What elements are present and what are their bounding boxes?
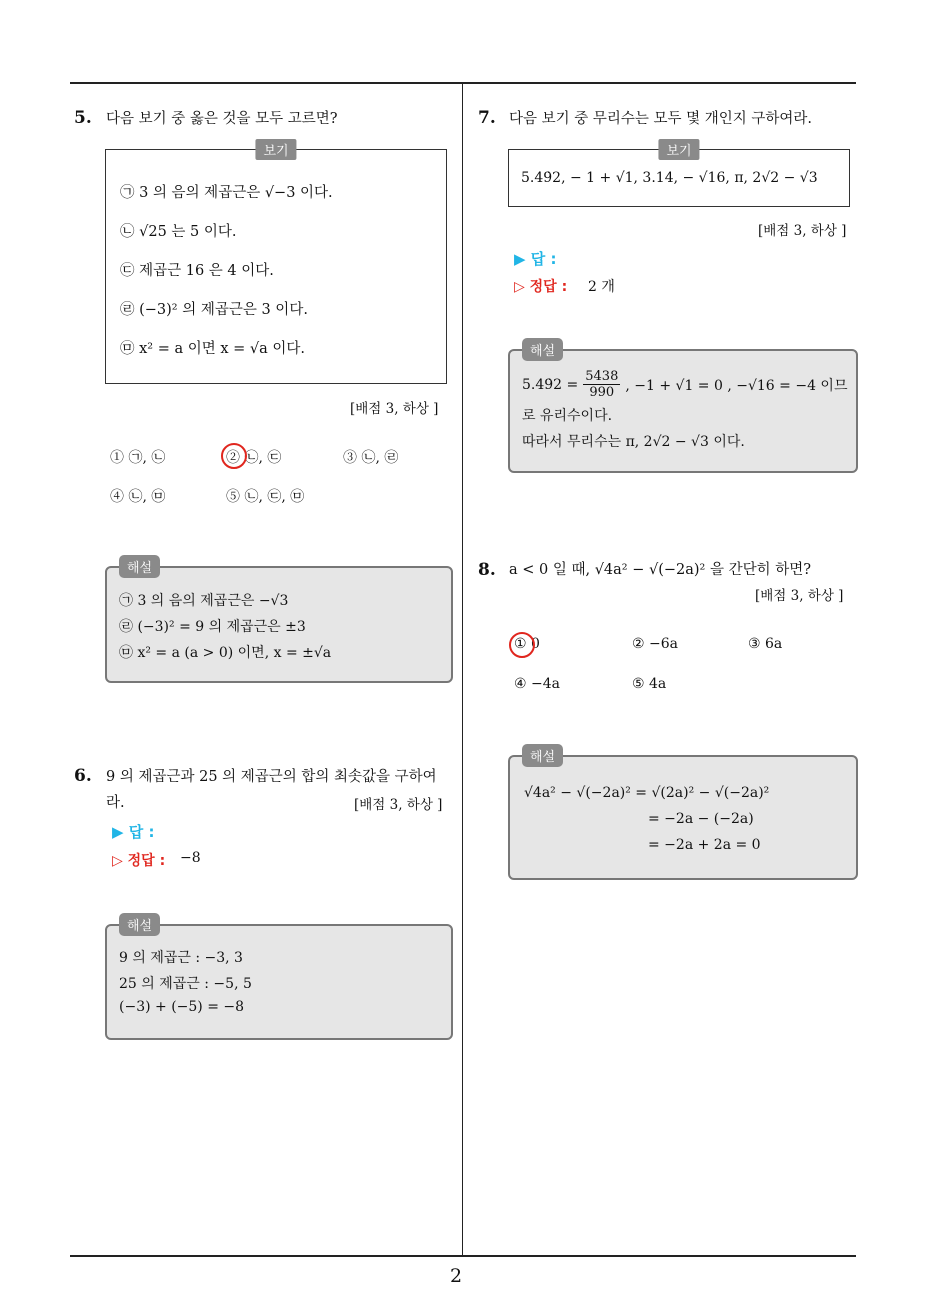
- question-number: 6.: [74, 766, 92, 786]
- choice-3[interactable]: ③ ㉡, ㉣: [343, 450, 399, 466]
- bogi-item: 5.4̇9̇2, − 1 + √1, 3.14, − √16, π, 2√2 − √3: [521, 170, 818, 186]
- question-text-cont: 라.: [106, 795, 125, 811]
- solution-text: , −1 + √1 = 0 , −√16 = −4 이므: [625, 377, 848, 394]
- choice-5[interactable]: ⑤ ㉡, ㉢, ㉤: [226, 489, 305, 505]
- bogi-item: ㉤ x² = a 이면 x = √a 이다.: [120, 341, 306, 357]
- solution-line: (−3) + (−5) = −8: [119, 999, 245, 1015]
- question-number: 8.: [478, 560, 496, 580]
- bogi-box: [508, 144, 850, 207]
- score-label: [배점 3, 하상 ]: [758, 223, 847, 239]
- question-text: 다음 보기 중 옳은 것을 모두 고르면?: [106, 111, 338, 127]
- choice-5[interactable]: ⑤ 4a: [632, 676, 667, 692]
- fraction-denominator: 990: [589, 385, 615, 400]
- solution-line: 9 의 제곱근 : −3, 3: [119, 950, 243, 966]
- choice-2[interactable]: ② −6a: [632, 636, 678, 652]
- column-divider: [462, 84, 463, 1256]
- question-number: 7.: [478, 108, 496, 128]
- solution-label: 해설: [522, 744, 563, 767]
- correct-mark-circle: [509, 632, 535, 658]
- solution-box: [105, 561, 453, 683]
- bogi-item: ㉡ √25 는 5 이다.: [120, 224, 237, 240]
- choice-1[interactable]: ① 0: [514, 636, 540, 652]
- solution-label: 해설: [522, 338, 563, 361]
- solution-line: 로 유리수이다.: [522, 408, 613, 424]
- correct-answer-value: −8: [180, 850, 201, 866]
- bogi-item: ㉢ 제곱근 16 은 4 이다.: [120, 263, 274, 279]
- bogi-item: ㉠ 3 의 음의 제곱근은 √−3 이다.: [120, 185, 333, 201]
- solution-box: [105, 919, 453, 1040]
- score-label: [배점 3, 하상 ]: [354, 797, 443, 813]
- solution-line: 따라서 무리수는 π, 2√2 − √3 이다.: [522, 434, 745, 450]
- bottom-rule: [70, 1255, 856, 1257]
- correct-answer-value: 2 개: [588, 279, 615, 295]
- solution-box: [508, 750, 858, 880]
- solution-line: 25 의 제곱근 : −5, 5: [119, 976, 252, 992]
- solution-box: [508, 344, 858, 473]
- question-text: a < 0 일 때, √4a² − √(−2a)² 을 간단히 하면?: [509, 562, 812, 578]
- solution-label: 해설: [119, 913, 160, 936]
- solution-text: 5.4̇9̇2 =: [522, 376, 579, 393]
- solution-line: ㉣ (−3)² = 9 의 제곱근은 ±3: [119, 619, 306, 635]
- page-number: 2: [450, 1265, 463, 1287]
- correct-mark-circle: [221, 443, 247, 469]
- choice-3[interactable]: ③ 6a: [748, 636, 783, 652]
- solution-line: √4a² − √(−2a)² = √(2a)² − √(−2a)²: [524, 785, 770, 801]
- solution-line: [522, 369, 847, 400]
- choice-4[interactable]: ④ −4a: [514, 676, 560, 692]
- choice-4[interactable]: ④ ㉡, ㉤: [110, 489, 166, 505]
- bogi-box: [105, 144, 447, 384]
- question-number: 5.: [74, 108, 92, 128]
- solution-line: = −2a − (−2a): [648, 811, 754, 827]
- answer-label: ▶ 답 :: [514, 250, 557, 268]
- solution-label: 해설: [119, 555, 160, 578]
- bogi-item: ㉣ (−3)² 의 제곱근은 3 이다.: [120, 302, 308, 318]
- correct-answer-label: ▷ 정답 :: [514, 279, 568, 295]
- fraction: [583, 369, 620, 400]
- question-text: 다음 보기 중 무리수는 모두 몇 개인지 구하여라.: [509, 111, 813, 127]
- score-label: [배점 3, 하상 ]: [350, 401, 439, 417]
- choice-1[interactable]: ① ㉠, ㉡: [110, 450, 166, 466]
- correct-answer-label: ▷ 정답 :: [112, 853, 166, 869]
- answer-label: ▶ 답 :: [112, 823, 155, 841]
- score-label: [배점 3, 하상 ]: [755, 588, 844, 604]
- bogi-label: 보기: [658, 139, 699, 160]
- fraction-numerator: 5438: [585, 369, 619, 384]
- bogi-label: 보기: [255, 139, 296, 160]
- solution-line: = −2a + 2a = 0: [648, 837, 761, 853]
- solution-line: ㉤ x² = a (a > 0) 이면, x = ±√a: [119, 645, 332, 661]
- top-rule: [70, 82, 856, 84]
- question-text: 9 의 제곱근과 25 의 제곱근의 합의 최솟값을 구하여: [106, 769, 437, 785]
- choice-2[interactable]: ② ㉡, ㉢: [226, 450, 282, 466]
- solution-line: ㉠ 3 의 음의 제곱근은 −√3: [119, 593, 289, 609]
